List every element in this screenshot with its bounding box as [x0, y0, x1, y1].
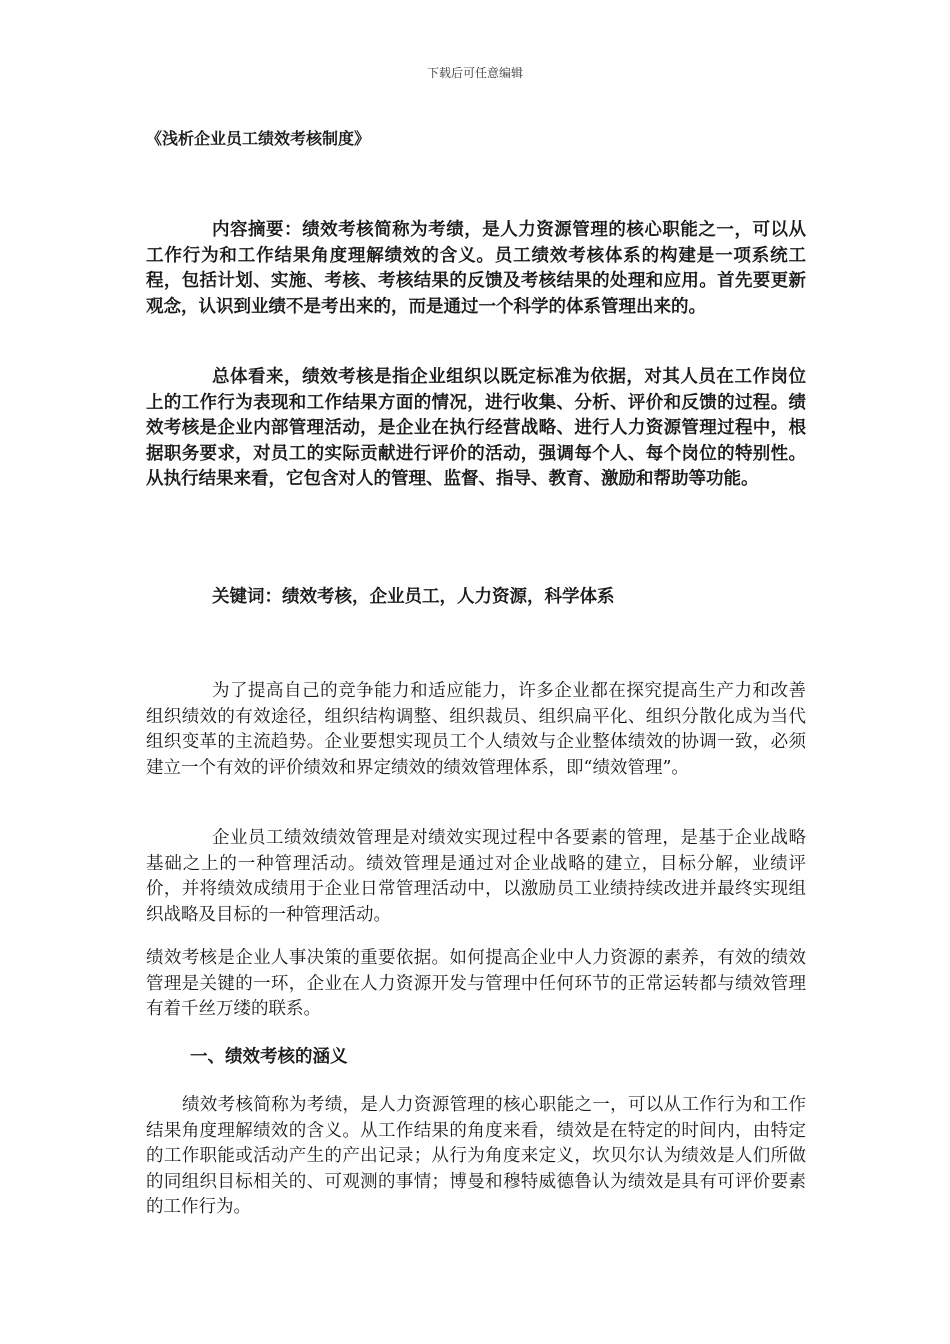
keywords-line: 关键词：绩效考核，企业员工，人力资源，科学体系: [212, 587, 615, 607]
section-heading-1: 一、绩效考核的涵义: [190, 1047, 348, 1067]
section-1-paragraph: 绩效考核简称为考绩，是人力资源管理的核心职能之一，可以从工作行为和工作结果角度理解绩效的含义。从工作结果的角度来看，绩效是在特定的时间内，由特定的工作职能或活动产生的产出记录；从行为角度来定义，坎贝尔认为绩效是人们所做的同组织目标相关的、可观测的事情；博曼和穆特威德鲁认为绩效是具有可评价要素的工作行为。: [146, 1095, 806, 1217]
document-title: 《浅析企业员工绩效考核制度》: [146, 129, 371, 148]
intro-paragraph-3: 绩效考核是企业人事决策的重要依据。如何提高企业中人力资源的素养，有效的绩效管理是关键的一环，企业在人力资源开发与管理中任何环节的正常运转都与绩效管理有着千丝万缕的联系。: [146, 948, 806, 1019]
intro-paragraph-1: 为了提高自己的竞争能力和适应能力，许多企业都在探究提高生产力和改善组织绩效的有效途径，组织结构调整、组织裁员、组织扁平化、组织分散化成为当代组织变革的主流趋势。企业要想实现员工个人绩效与企业整体绩效的协调一致，必须建立一个有效的评价绩效和界定绩效的绩效管理体系，即“绩效管理”。: [146, 681, 806, 778]
intro-paragraph-2: 企业员工绩效绩效管理是对绩效实现过程中各要素的管理，是基于企业战略基础之上的一种管理活动。绩效管理是通过对企业战略的建立，目标分解，业绩评价，并将绩效成绩用于企业日常管理活动中，以激励员工业绩持续改进并最终实现组织战略及目标的一种管理活动。: [146, 828, 806, 925]
abstract-paragraph: 内容摘要：绩效考核简称为考绩，是人力资源管理的核心职能之一，可以从工作行为和工作结果角度理解绩效的含义。员工绩效考核体系的构建是一项系统工程，包括计划、实施、考核、考核结果的反馈及考核结果的处理和应用。首先要更新观念，认识到业绩不是考出来的，而是通过一个科学的体系管理出来的。: [146, 220, 806, 317]
page-header-note: 下载后可任意编辑: [426, 66, 523, 80]
overview-paragraph: 总体看来，绩效考核是指企业组织以既定标准为依据，对其人员在工作岗位上的工作行为表现和工作结果方面的情况，进行收集、分析、评价和反馈的过程。绩效考核是企业内部管理活动，是企业在执行经营战略、进行人力资源管理过程中，根据职务要求，对员工的实际贡献进行评价的活动，强调每个人、每个岗位的特别性。从执行结果来看，它包含对人的管理、监督、指导、教育、激励和帮助等功能。: [146, 367, 806, 489]
